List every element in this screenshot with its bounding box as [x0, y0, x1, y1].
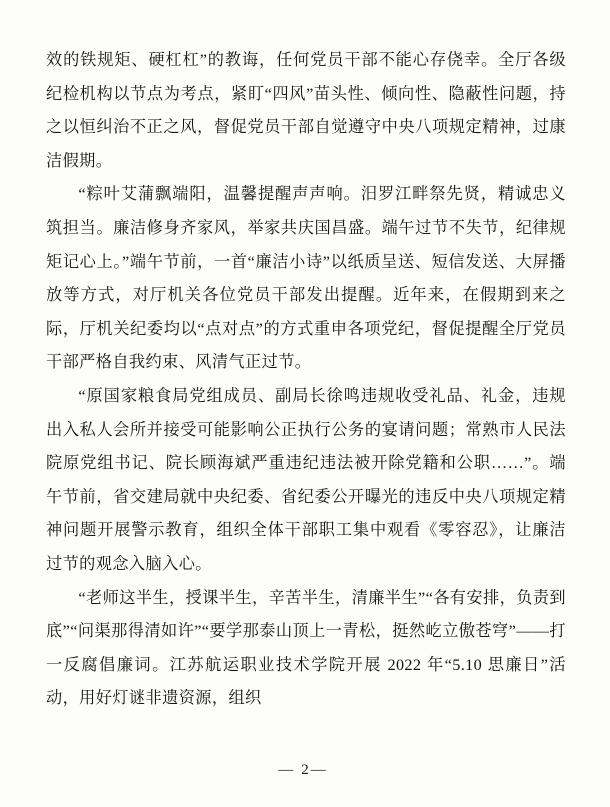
document-body [46, 44, 566, 716]
paragraph-4: “老师这半生，授课半生，辛苦半生，清廉半生”“各有安排，负责到底”“问渠那得清如许”“要学那泰山顶上一青松，挺然屹立傲苍穹”——打一反腐倡廉词。江苏航运职业技术学院开展 2022 年“5.10 思廉日”活动，用好灯谜非遗资源，组织 [46, 588, 566, 708]
page-footer [0, 762, 610, 779]
footer-dash-left: — [278, 762, 300, 778]
paragraph-2: “粽叶艾蒲飘端阳，温馨提醒声声响。汨罗江畔祭先贤，精诚忠义筑担当。廉洁修身齐家风，举家共庆国昌盛。端午过节不失节，纪律规矩记心上。”端午节前，一首“廉洁小诗”以纸质呈送、短信发送、大屏播放等方式，对厅机关各位党员干部发出提醒。近年来，在假期到来之际，厅机关纪委均以“点对点”的方式重申各项党纪，督促提醒全厅党员干部严格自我约束、风清气正过节。 [46, 185, 566, 372]
paragraph-1: 效的铁规矩、硬杠杠”的教诲，任何党员干部不能心存侥幸。全厅各级纪检机构以节点为考点，紧盯“四风”苗头性、倾向性、隐蔽性问题，持之以恒纠治不正之风，督促党员干部自觉遵守中央八项规定精神，过康洁假期。 [46, 51, 566, 170]
page-number: 2 [301, 762, 309, 778]
paragraph-3: “原国家粮食局党组成员、副局长徐鸣违规收受礼品、礼金，违规出入私人会所并接受可能影响公正执行公务的宴请问题；常熟市人民法院原党组书记、院长顾海斌严重违纪违法被开除党籍和公职……”。端午节前，省交建局就中央纪委、省纪委公开曝光的违反中央八项规定精神问题开展警示教育，组织全体干部职工集中观看《零容忍》，让廉洁过节的观念入脑入心。 [46, 386, 566, 573]
footer-dash-right: — [310, 762, 332, 778]
